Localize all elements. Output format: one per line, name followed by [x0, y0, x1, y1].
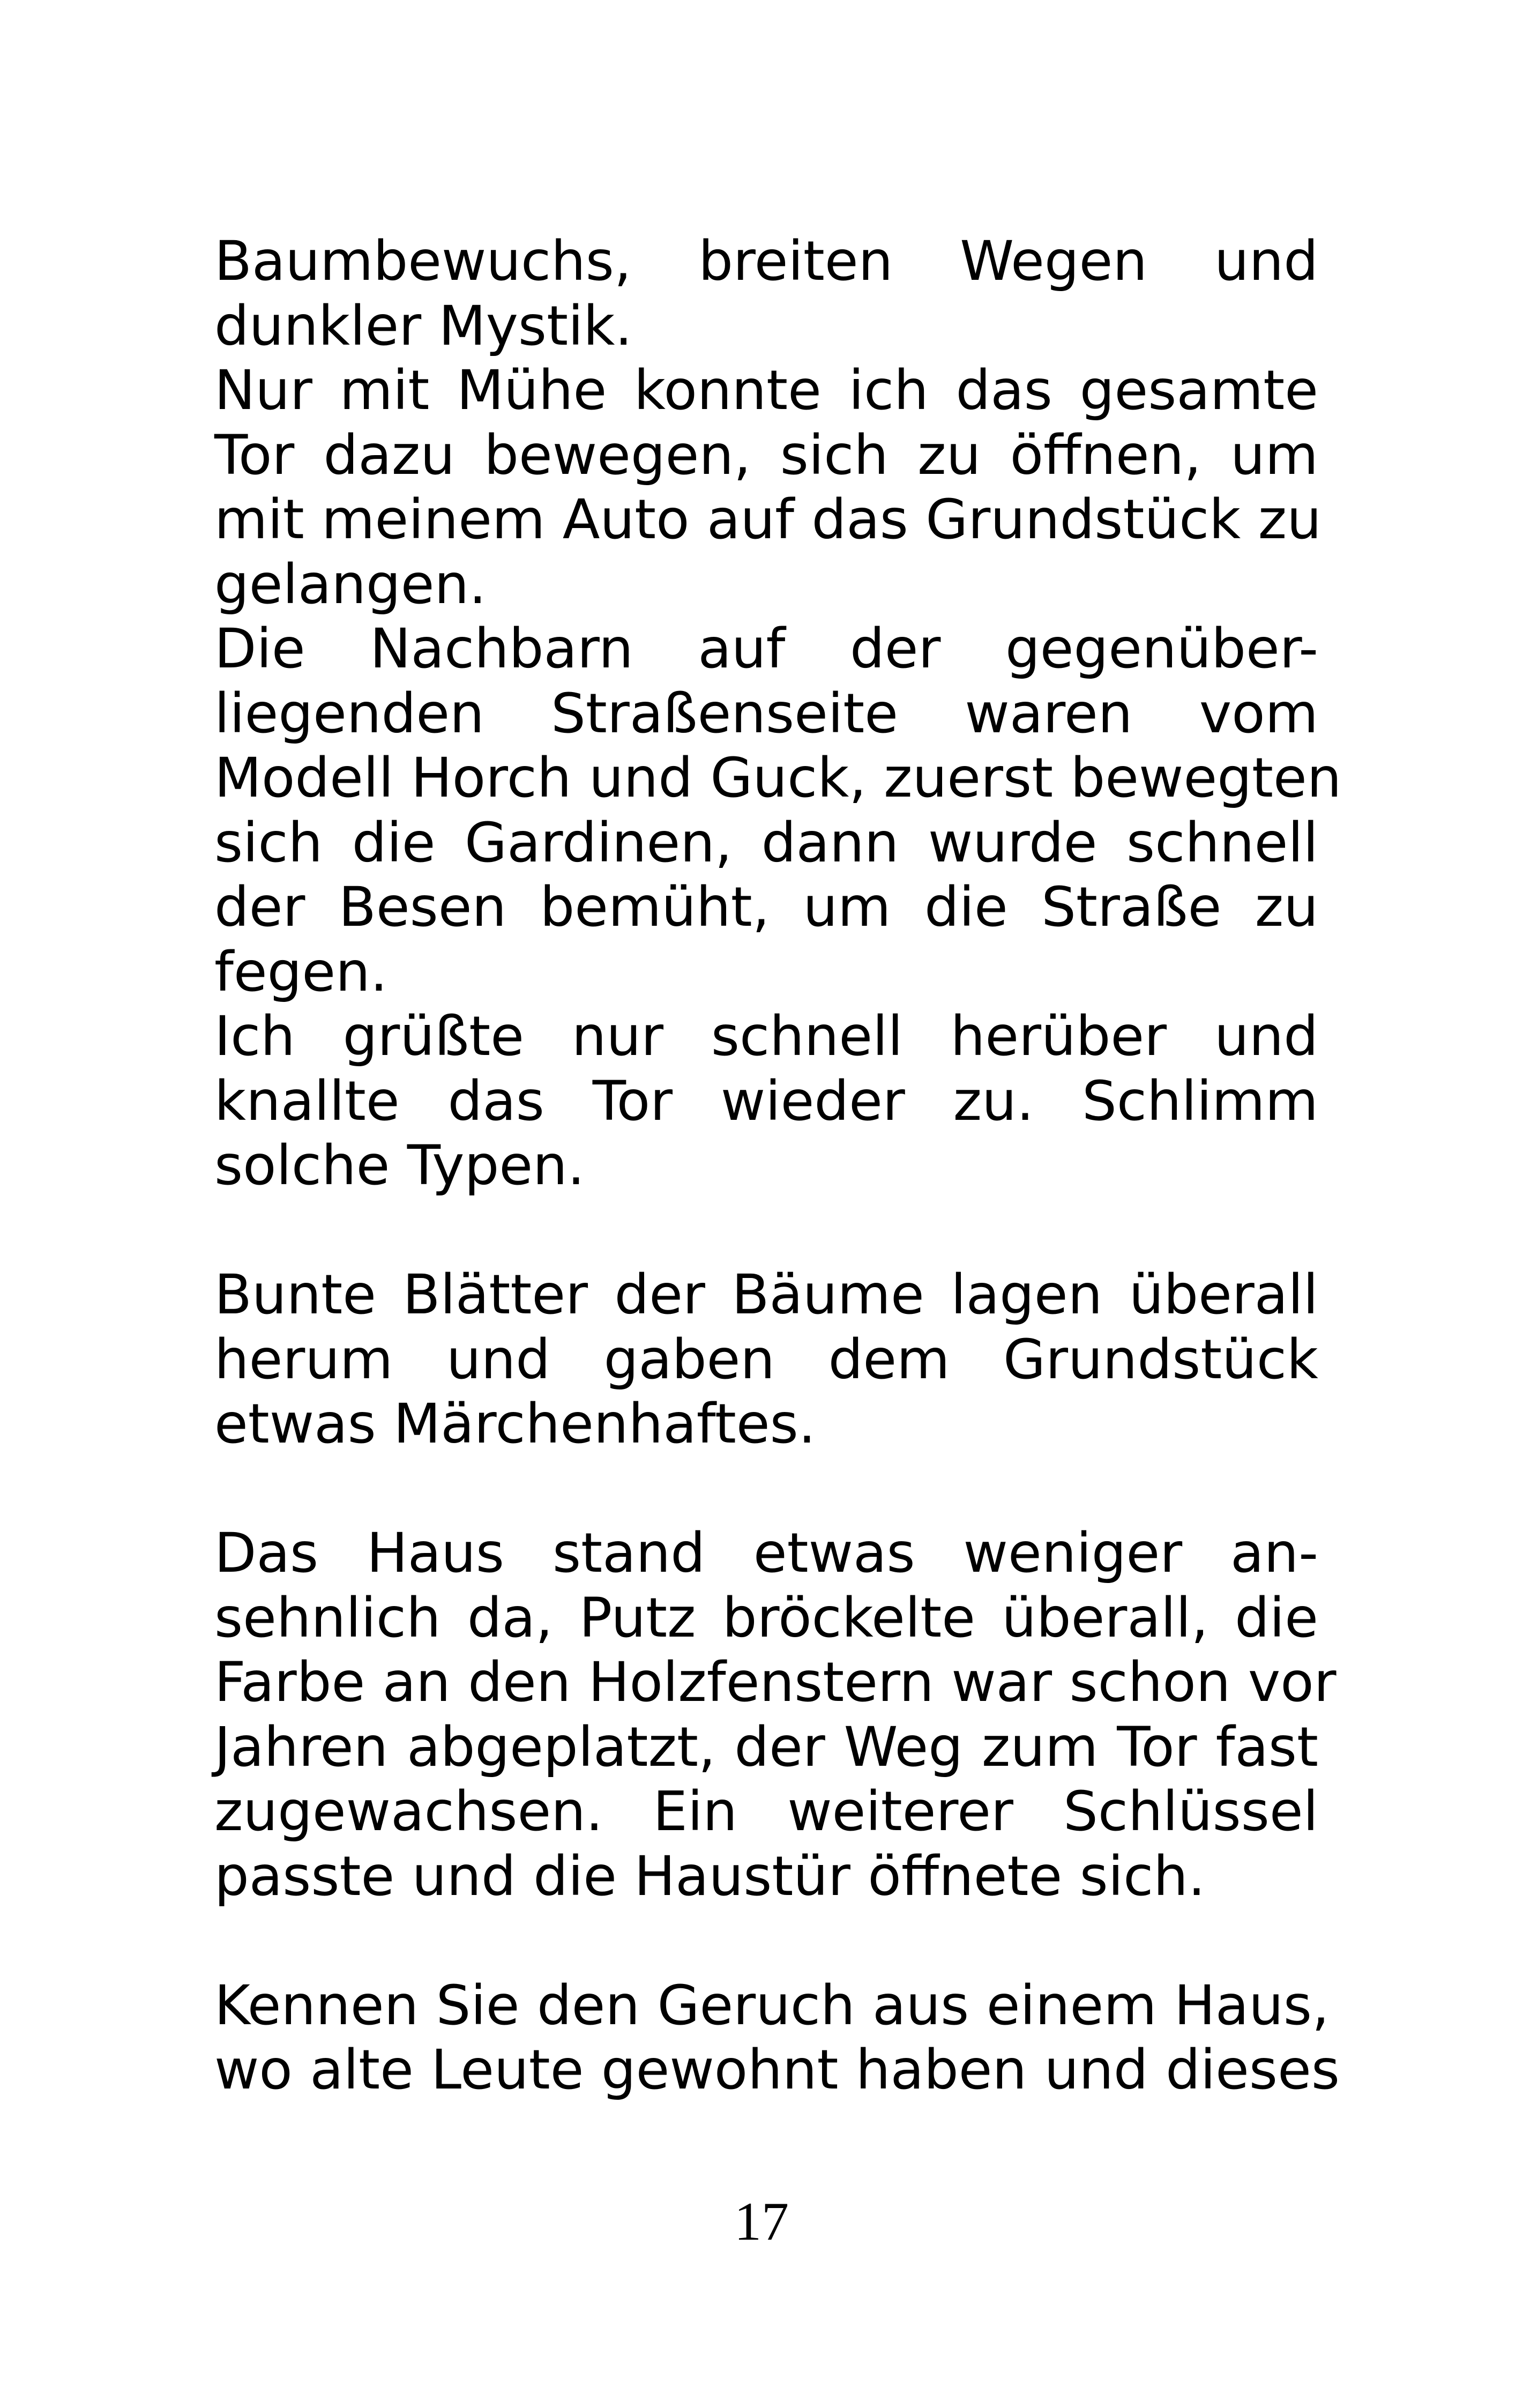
text-line: Das Haus stand etwas weniger an-	[214, 1521, 1318, 1585]
body-text	[214, 229, 1342, 2103]
paragraph	[214, 617, 1342, 1005]
text-line: Jahren abgeplatzt, der Weg zum Tor fast	[214, 1715, 1318, 1779]
text-line: Bunte Blätter der Bäume lagen überall	[214, 1263, 1318, 1327]
text-line: der Besen bemüht, um die Straße zu	[214, 875, 1318, 939]
text-line: Nur mit Mühe konnte ich das gesamte	[214, 359, 1318, 422]
paragraph	[214, 1005, 1318, 1199]
paragraph	[214, 1263, 1318, 1457]
text-line: mit meinem Auto auf das Grundstück zu	[214, 488, 1322, 552]
text-line: Farbe an den Holzfenstern war schon vor	[214, 1651, 1337, 1714]
paragraph-gap	[214, 1909, 1318, 1974]
page-number: 17	[734, 2191, 789, 2252]
text-line: zugewachsen. Ein weiterer Schlüssel	[214, 1780, 1318, 1844]
text-line: sich die Gardinen, dann wurde schnell	[214, 811, 1318, 875]
text-line: wo alte Leute gewohnt haben und dieses	[214, 2038, 1340, 2102]
text-line: Kennen Sie den Geruch aus einem Haus,	[214, 1973, 1330, 2038]
paragraph	[214, 1973, 1340, 2103]
text-line: solche Typen.	[214, 1134, 585, 1198]
text-line: etwas Märchenhaftes.	[214, 1392, 816, 1456]
text-line: herum und gaben dem Grundstück	[214, 1327, 1318, 1392]
text-line: dunkler Mystik.	[214, 294, 632, 358]
text-line: gelangen.	[214, 552, 487, 616]
text-line: Baumbewuchs, breiten Wegen und	[214, 229, 1318, 293]
paragraph	[214, 1521, 1337, 1909]
text-line: sehnlich da, Putz bröckelte überall, die	[214, 1586, 1318, 1650]
paragraph-gap	[214, 1199, 1318, 1264]
text-line: knallte das Tor wieder zu. Schlimm	[214, 1069, 1318, 1133]
paragraph	[214, 229, 1318, 359]
text-line: fegen.	[214, 940, 388, 1004]
text-line: Ich grüßte nur schnell herüber und	[214, 1005, 1318, 1068]
text-line: liegenden Straßenseite waren vom	[214, 681, 1318, 746]
paragraph	[214, 359, 1322, 617]
text-line: Die Nachbarn auf der gegenüber-	[214, 617, 1318, 681]
text-line: Modell Horch und Guck, zuerst bewegten	[214, 746, 1342, 810]
text-line: passte und die Haustür öffnete sich.	[214, 1844, 1206, 1908]
paragraph-gap	[214, 1457, 1318, 1522]
text-line: Tor dazu bewegen, sich zu öffnen, um	[214, 423, 1318, 487]
